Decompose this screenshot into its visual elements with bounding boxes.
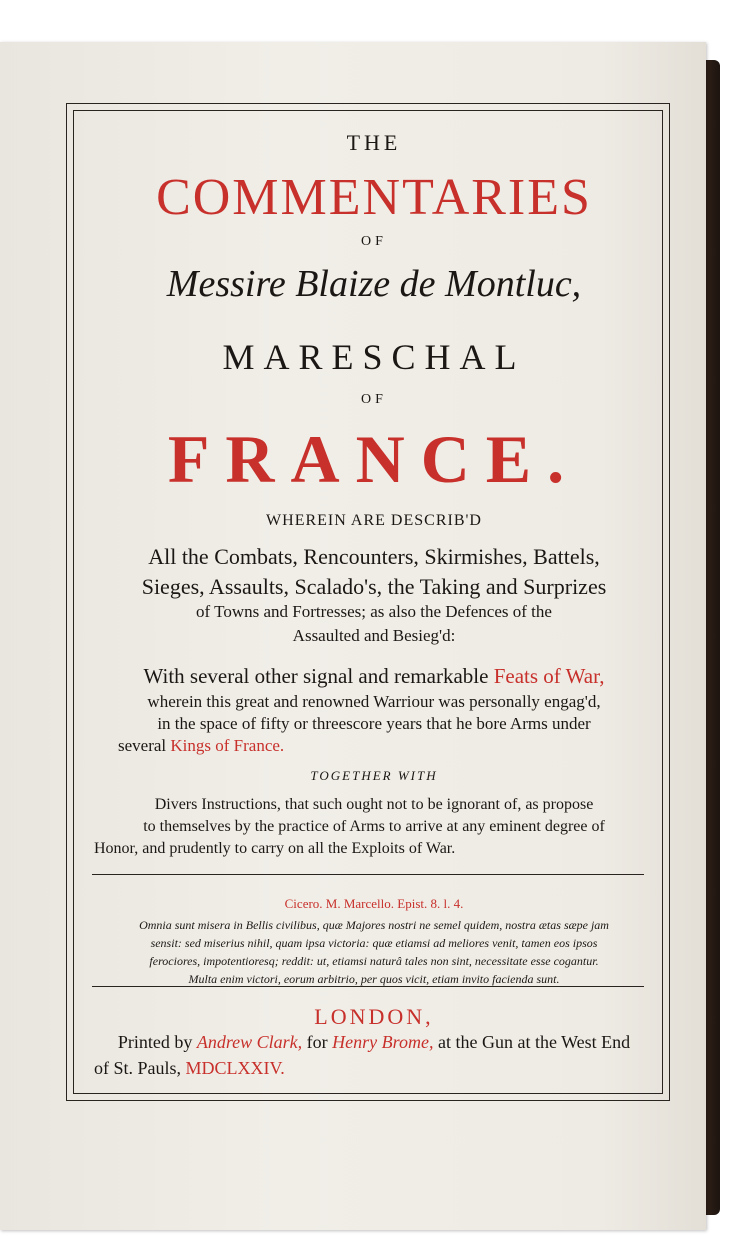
imprint-line-2 bbox=[94, 1058, 285, 1079]
imprint-line-1 bbox=[0, 1032, 748, 1053]
latin-line-1: Omnia sunt misera in Bellis civilibus, quæ Majores nostri ne semel quidem, nostra ætas sæpe jam bbox=[139, 918, 609, 932]
latin-line-3: ferociores, impotentioresq; reddit: ut, etiamsi naturâ tales non sint, necessitate esse cogantur. bbox=[149, 954, 599, 968]
title-mareschal: MARESCHAL bbox=[222, 337, 526, 377]
printed-by: Printed by bbox=[117, 1032, 197, 1052]
desc-line-2: Sieges, Assaults, Scalado's, the Taking and Surprizes bbox=[141, 574, 607, 599]
printer-name: Andrew Clark, bbox=[196, 1032, 303, 1052]
publisher-name: Henry Brome, bbox=[332, 1032, 434, 1052]
divers-line-2: to themselves by the practice of Arms to arrive at any eminent degree of bbox=[143, 818, 605, 835]
author-name: Messire Blaize de Montluc, bbox=[166, 263, 582, 305]
printed-for: for bbox=[302, 1032, 333, 1052]
divers-line-3: Honor, and prudently to carry on all the Exploits of War. bbox=[94, 840, 456, 857]
subtitle-wherein: WHEREIN ARE DESCRIB'D bbox=[266, 512, 482, 529]
feats-line-3: in the space of fifty or threescore years that he bore Arms under bbox=[157, 714, 591, 733]
feats-text: With several other signal and remarkable bbox=[143, 664, 494, 688]
feats-of-war: Feats of War, bbox=[493, 664, 605, 688]
divers-line-1: Divers Instructions, that such ought not to be ignorant of, as propose bbox=[154, 796, 594, 813]
desc-line-1: All the Combats, Rencounters, Skirmishes, Battels, bbox=[148, 544, 600, 569]
feats-several: several bbox=[118, 736, 171, 755]
imprint-london: LONDON, bbox=[314, 1004, 434, 1029]
kings-of-france: Kings of France. bbox=[170, 736, 285, 755]
imprint-year: MDCLXXIV. bbox=[185, 1058, 285, 1078]
feats-line-4 bbox=[118, 736, 284, 756]
latin-line-4: Multa enim victori, eorum arbitrio, per quos vicit, etiam invito facienda sunt. bbox=[188, 972, 560, 986]
cicero-citation: Cicero. M. Marcello. Epist. 8. l. 4. bbox=[284, 896, 464, 911]
st-pauls: of St. Pauls, bbox=[94, 1058, 186, 1078]
together-with: TOGETHER WITH bbox=[310, 768, 438, 783]
feats-line-1 bbox=[0, 664, 748, 689]
title-of-1: OF bbox=[361, 234, 387, 249]
title-the: THE bbox=[346, 130, 402, 155]
desc-line-3: of Towns and Fortresses; as also the Defences of the bbox=[196, 602, 552, 621]
title-france: FRANCE. bbox=[167, 421, 581, 497]
desc-line-4: Assaulted and Besieg'd: bbox=[292, 626, 456, 645]
printed-location: at the Gun at the West End bbox=[433, 1032, 631, 1052]
title-of-2: OF bbox=[361, 392, 387, 407]
latin-line-2: sensit: sed miserius nihil, quam ipsa victoria: quæ etiamsi ad meliores venit, tamen eos ipsos bbox=[150, 936, 598, 950]
title-commentaries: COMMENTARIES bbox=[156, 169, 592, 226]
rule-bottom bbox=[92, 986, 644, 987]
feats-line-2: wherein this great and renowned Warriour was personally engag'd, bbox=[147, 692, 601, 711]
rule-top bbox=[92, 874, 644, 875]
